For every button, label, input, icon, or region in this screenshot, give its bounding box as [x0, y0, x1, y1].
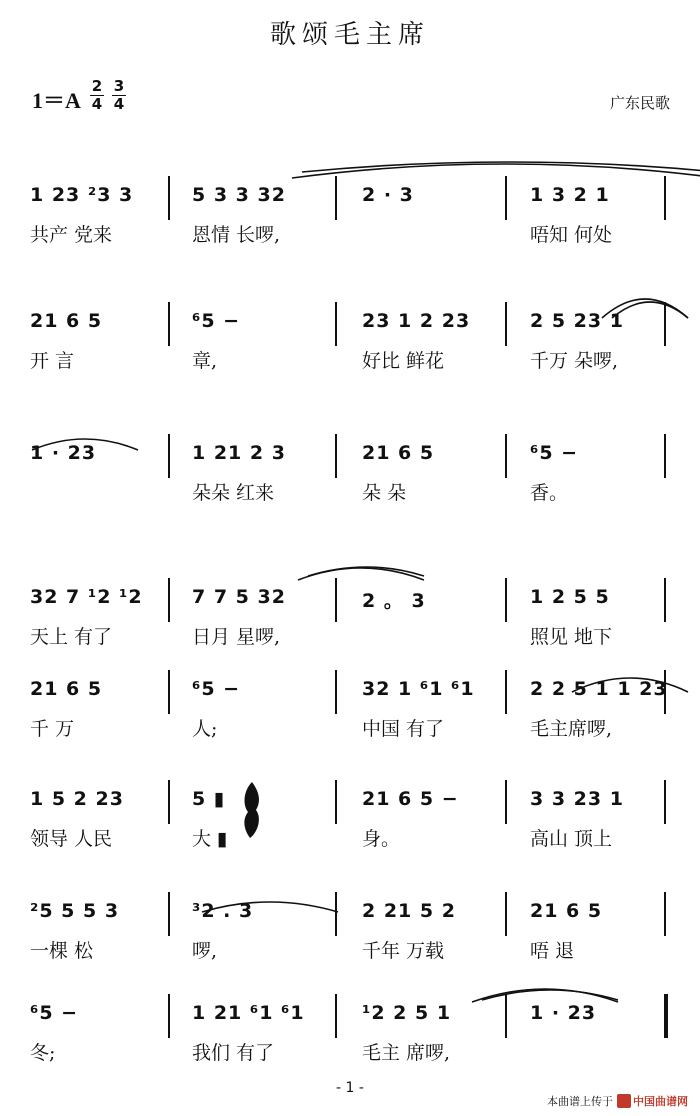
measure-lyrics: 身。: [362, 828, 401, 850]
measure-notes: 5 3 3 32: [192, 184, 286, 206]
barline: [335, 994, 337, 1038]
barline: [335, 578, 337, 622]
measure-notes: 21 6 5: [362, 442, 435, 464]
song-origin: 广东民歌: [609, 94, 670, 112]
measure-lyrics: 朵朵 红来: [192, 482, 275, 504]
barline: [664, 994, 668, 1038]
time-signature-2: [112, 78, 126, 113]
barline: [168, 302, 170, 346]
measure-lyrics: 啰,: [192, 940, 218, 962]
measure-lyrics: 香。: [530, 482, 569, 504]
measure-lyrics: 朵 朵: [362, 482, 407, 504]
measure-notes: ¹2 2 5 1: [362, 1002, 452, 1024]
measure-notes: 1 · 23: [30, 442, 97, 464]
measure-lyrics: 开 言: [30, 350, 75, 372]
meter1-bottom: 4: [91, 95, 103, 113]
measure-notes: 1 · 23: [530, 1002, 597, 1024]
barline: [664, 892, 666, 936]
measure-lyrics: 千年 万载: [362, 940, 445, 962]
measure-notes: 2 5 23 1: [530, 310, 624, 332]
measure-lyrics: 千 万: [30, 718, 75, 740]
barline: [505, 780, 507, 824]
site-logo[interactable]: [617, 1093, 688, 1109]
time-signature-1: [90, 78, 104, 113]
measure-notes: ²5 5 5 3: [30, 900, 120, 922]
measure-notes: 7 7 5 32: [192, 586, 286, 608]
measure-notes: 23 1 2 23: [362, 310, 471, 332]
measure-lyrics: 领导 人民: [30, 828, 113, 850]
upload-text: 本曲谱上传于: [547, 1095, 613, 1108]
slur-arc: [30, 428, 140, 452]
measure-notes: ⁶5 −: [192, 310, 241, 332]
barline: [505, 302, 507, 346]
measure-notes: 21 6 5: [30, 310, 103, 332]
measure-notes: ⁶5 −: [530, 442, 579, 464]
measure-notes: ³2 . 3: [192, 900, 254, 922]
measure-notes: 2 · 3: [362, 184, 414, 206]
measure-notes: ⁶5 −: [192, 678, 241, 700]
measure-lyrics: 日月 星啰,: [192, 626, 281, 648]
slur-arc: [570, 664, 690, 694]
ink-blot: [240, 780, 264, 840]
measure-notes: 2 。 3: [362, 590, 426, 612]
slur-arc: [480, 980, 620, 1002]
measure-notes: 21 6 5: [530, 900, 603, 922]
site-name: 中国曲谱网: [633, 1095, 688, 1108]
barline: [505, 670, 507, 714]
barline: [168, 670, 170, 714]
measure-lyrics: 好比 鲜花: [362, 350, 445, 372]
measure-lyrics: 章,: [192, 350, 218, 372]
measure-notes: 1 21 2 3: [192, 442, 286, 464]
music-system: [0, 776, 700, 866]
barline: [168, 994, 170, 1038]
measure-notes: 1 23 ²3 3: [30, 184, 134, 206]
barline: [335, 302, 337, 346]
barline: [168, 434, 170, 478]
measure-notes: 21 6 5 −: [362, 788, 459, 810]
measure-lyrics: 照见 地下: [530, 626, 613, 648]
measure-lyrics: 我们 有了: [192, 1042, 275, 1064]
barline: [335, 780, 337, 824]
measure-lyrics: 千万 朵啰,: [530, 350, 619, 372]
barline: [168, 780, 170, 824]
slur-arc: [610, 286, 690, 320]
music-system: [0, 172, 700, 262]
measure-lyrics: 毛主席啰,: [530, 718, 613, 740]
measure-notes: 32 1 ⁶1 ⁶1: [362, 678, 475, 700]
measure-lyrics: 唔知 何处: [530, 224, 613, 246]
barline: [335, 670, 337, 714]
upload-credit: [547, 1093, 688, 1109]
slur-arc: [300, 152, 700, 174]
measure-notes: 1 3 2 1: [530, 184, 610, 206]
song-title: 歌颂毛主席: [269, 20, 430, 50]
measure-lyrics: 人;: [192, 718, 218, 740]
measure-notes: 2 21 5 2: [362, 900, 456, 922]
meter1-top: 2: [91, 77, 103, 95]
barline: [335, 176, 337, 220]
barline: [664, 176, 666, 220]
measure-lyrics: 高山 顶上: [530, 828, 613, 850]
barline: [505, 578, 507, 622]
measure-lyrics: 天上 有了: [30, 626, 113, 648]
meter2-top: 3: [113, 77, 125, 95]
page-number: - 1 -: [336, 1080, 364, 1096]
measure-lyrics: 中国 有了: [362, 718, 445, 740]
music-system: [0, 298, 700, 388]
measure-lyrics: 共产 党来: [30, 224, 113, 246]
barline: [168, 578, 170, 622]
measure-notes: ⁶5 −: [30, 1002, 79, 1024]
barline: [505, 434, 507, 478]
music-system: [0, 888, 700, 978]
meter2-bottom: 4: [113, 95, 125, 113]
barline: [664, 578, 666, 622]
measure-notes: 5 ▮: [192, 788, 226, 810]
barline: [505, 892, 507, 936]
measure-lyrics: 冬;: [30, 1042, 56, 1064]
site-logo-icon: [617, 1094, 631, 1108]
slur-arc: [200, 892, 340, 914]
measure-notes: 1 21 ⁶1 ⁶1: [192, 1002, 305, 1024]
measure-notes: 2 2 5 1 1 23: [530, 678, 668, 700]
measure-notes: 3 3 23 1: [530, 788, 624, 810]
measure-notes: 1 2 5 5: [530, 586, 610, 608]
barline: [335, 434, 337, 478]
barline: [664, 780, 666, 824]
barline: [168, 892, 170, 936]
music-system: [0, 574, 700, 664]
measure-lyrics: 唔 退: [530, 940, 575, 962]
barline: [505, 176, 507, 220]
barline: [664, 434, 666, 478]
measure-notes: 32 7 ¹2 ¹2: [30, 586, 143, 608]
measure-lyrics: 一棵 松: [30, 940, 94, 962]
measure-lyrics: 毛主 席啰,: [362, 1042, 451, 1064]
measure-notes: 21 6 5: [30, 678, 103, 700]
measure-lyrics: 恩情 长啰,: [192, 224, 281, 246]
measure-notes: 1 5 2 23: [30, 788, 124, 810]
key-signature: 1＝A: [32, 88, 81, 113]
slur-arc: [306, 558, 426, 578]
measure-lyrics: 大 ▮: [192, 828, 228, 850]
barline: [168, 176, 170, 220]
